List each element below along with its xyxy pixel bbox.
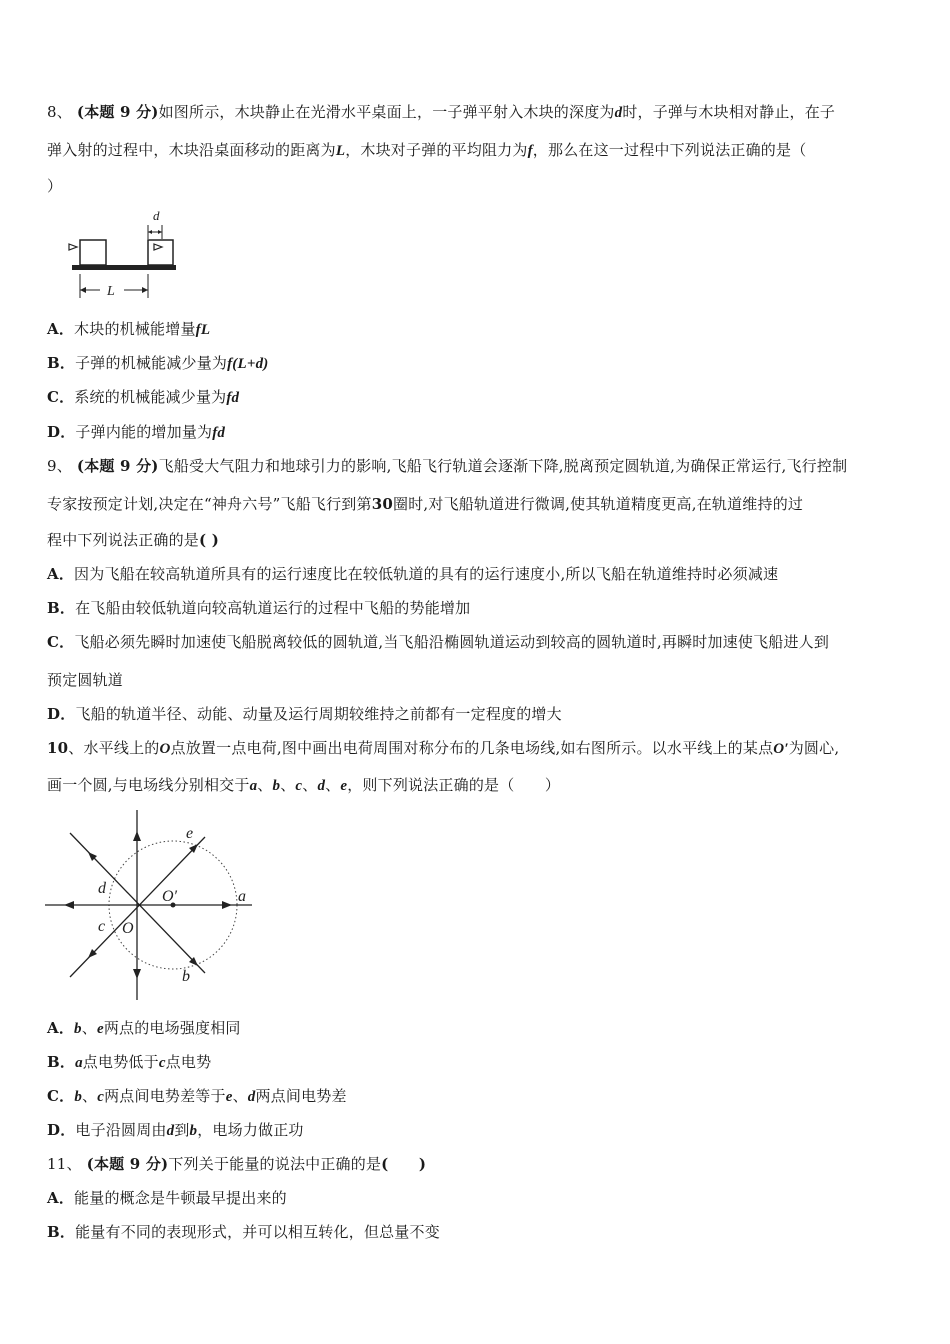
q9-option-c: C．飞船必须先瞬时加速使飞船脱离较低的圆轨道,当飞船沿椭圆轨道运动到较高的圆轨道时,再瞬时加速使飞船进人到 xyxy=(47,633,830,651)
q8-option-a: A．木块的机械能增量fL xyxy=(47,320,211,338)
arrow-top xyxy=(133,831,141,841)
label-d: d xyxy=(98,880,106,897)
q11-option-a: A．能量的概念是牛顿最早提出来的 xyxy=(47,1189,287,1207)
q9-stem-line-1: 9、 (本题 9 分)飞船受大气阻力和地球引力的影响,飞船飞行轨道会逐渐下降,脱离预定圆轨道,为确保正常运行,飞行控制 xyxy=(47,457,848,475)
q9-option-a: A．因为飞船在较高轨道所具有的运行速度比在较低轨道的具有的运行速度小,所以飞船在轨道维持时必须减速 xyxy=(47,565,779,583)
arrow-left xyxy=(64,901,74,909)
q8-option-b: B．子弹的机械能减少量为f(L+d) xyxy=(47,354,269,372)
label-O: O xyxy=(122,920,134,937)
q10-stem-line-2: 画一个圆,与电场线分别相交于a、b、c、d、e，则下列说法正确的是（ ） xyxy=(47,776,561,794)
q11-option-b: B．能量有不同的表现形式，并可以相互转化，但总量不变 xyxy=(47,1223,440,1241)
q10-option-a: A．b、e两点的电场强度相同 xyxy=(47,1019,241,1037)
q9-option-d: D．飞船的轨道半径、动能、动量及运行周期较维持之前都有一定程度的增大 xyxy=(47,705,562,723)
q9-option-b: B．在飞船由较低轨道向较高轨道运行的过程中飞船的势能增加 xyxy=(47,599,471,617)
q10-option-c: C．b、c两点间电势差等于e、d两点间电势差 xyxy=(47,1087,347,1105)
label-d: d xyxy=(153,208,160,223)
label-b: b xyxy=(182,968,190,985)
block-final xyxy=(148,240,173,265)
bullet-initial xyxy=(69,244,77,250)
label-L: L xyxy=(107,284,115,299)
q8-stem-line-3: ） xyxy=(47,177,63,195)
q8-option-c: C．系统的机械能减少量为fd xyxy=(47,388,240,406)
q8-stem-line-1: 8、 (本题 9 分)如图所示，木块静止在光滑水平桌面上，一子弹平射入木块的深度为d时，子弹与木块相对静止，在子 xyxy=(47,103,836,121)
label-a: a xyxy=(238,888,246,905)
q10-option-d: D．电子沿圆周由d到b，电场力做正功 xyxy=(47,1121,304,1139)
q8-stem-line-2: 弹入射的过程中，木块沿桌面移动的距离为L，木块对子弹的平均阻力为f，那么在这一过程中下列说法正确的是（ xyxy=(47,141,807,159)
q9-stem-line-2: 专家按预定计划,决定在“神舟六号”飞船飞行到第30圈时,对飞船轨道进行微调,使其轨道精度更高,在轨道维持的过 xyxy=(47,495,804,513)
q10-option-b: B．a点电势低于c点电势 xyxy=(47,1053,212,1071)
q9-option-c-continued: 预定圆轨道 xyxy=(47,671,124,689)
q8-bullet-block-figure xyxy=(62,206,187,302)
q10-stem-line-1: 10、水平线上的O点放置一点电荷,图中画出电荷周围对称分布的几条电场线,如右图所示。以水平线上的某点O′为圆心, xyxy=(47,739,840,757)
arrow-bottom xyxy=(133,969,141,979)
q11-stem: 11、 (本题 9 分)下列关于能量的说法中正确的是( ) xyxy=(47,1155,427,1173)
q10-electric-field-figure xyxy=(40,805,260,1005)
label-Oprime: O′ xyxy=(162,888,178,905)
label-c: c xyxy=(98,918,106,935)
q8-option-d: D．子弹内能的增加量为fd xyxy=(47,423,226,441)
arrow-right xyxy=(222,901,232,909)
block-initial xyxy=(80,240,106,265)
label-e: e xyxy=(186,825,194,842)
q9-stem-line-3: 程中下列说法正确的是( ) xyxy=(47,531,220,549)
